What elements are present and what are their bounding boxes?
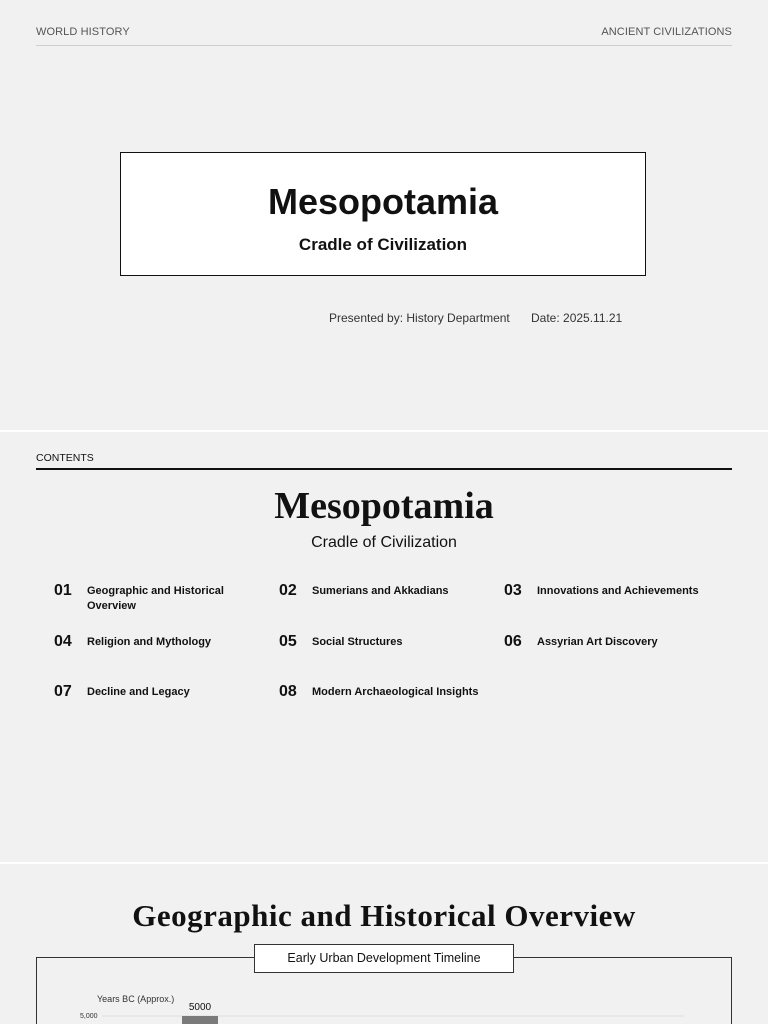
toc-number: 03 [504, 582, 522, 599]
contents-slide [0, 432, 768, 862]
toc-number: 04 [54, 633, 72, 650]
toc-label: Modern Archaeological Insights [312, 686, 479, 698]
page-title: Mesopotamia [267, 181, 499, 222]
toc-number: 08 [279, 683, 297, 700]
timeline-chart [36, 984, 732, 1024]
toc-label: Sumerians and Akkadians [312, 585, 449, 597]
contents-title: Mesopotamia [274, 485, 494, 527]
header-subject: WORLD HISTORY [36, 26, 130, 38]
presenter-text: Presented by: History Department [329, 311, 510, 325]
y-tick-label: 5,000 [80, 1013, 98, 1020]
page-subtitle: Cradle of Civilization [298, 235, 468, 254]
title-slide [0, 0, 768, 430]
section-title: Geographic and Historical Overview [132, 898, 636, 933]
toc-number: 05 [279, 633, 297, 650]
toc-label: Geographic and Historical Overview [87, 585, 224, 612]
data-label: 5000 [188, 1002, 212, 1013]
chart-title: Early Urban Development Timeline [254, 944, 514, 973]
toc-number: 07 [54, 683, 72, 700]
bar [182, 1016, 218, 1024]
contents-divider [36, 468, 732, 470]
overview-slide [0, 864, 768, 1024]
y-axis-label: Years BC (Approx.) [97, 994, 175, 1004]
date-text: Date: 2025.11.21 [531, 311, 623, 325]
header-topic: ANCIENT CIVILIZATIONS [601, 26, 732, 38]
toc-label: Innovations and Achievements [537, 585, 699, 597]
contents-subtitle: Cradle of Civilization [311, 534, 457, 551]
toc-number: 01 [54, 582, 72, 599]
toc-label: Assyrian Art Discovery [537, 636, 658, 648]
toc-label: Social Structures [312, 636, 403, 648]
contents-label: CONTENTS [36, 452, 94, 464]
header-divider [36, 45, 732, 46]
toc-label: Decline and Legacy [87, 686, 190, 698]
toc-number: 06 [504, 633, 522, 650]
title-box [120, 152, 646, 276]
toc-label: Religion and Mythology [87, 636, 212, 648]
toc-number: 02 [279, 582, 297, 599]
